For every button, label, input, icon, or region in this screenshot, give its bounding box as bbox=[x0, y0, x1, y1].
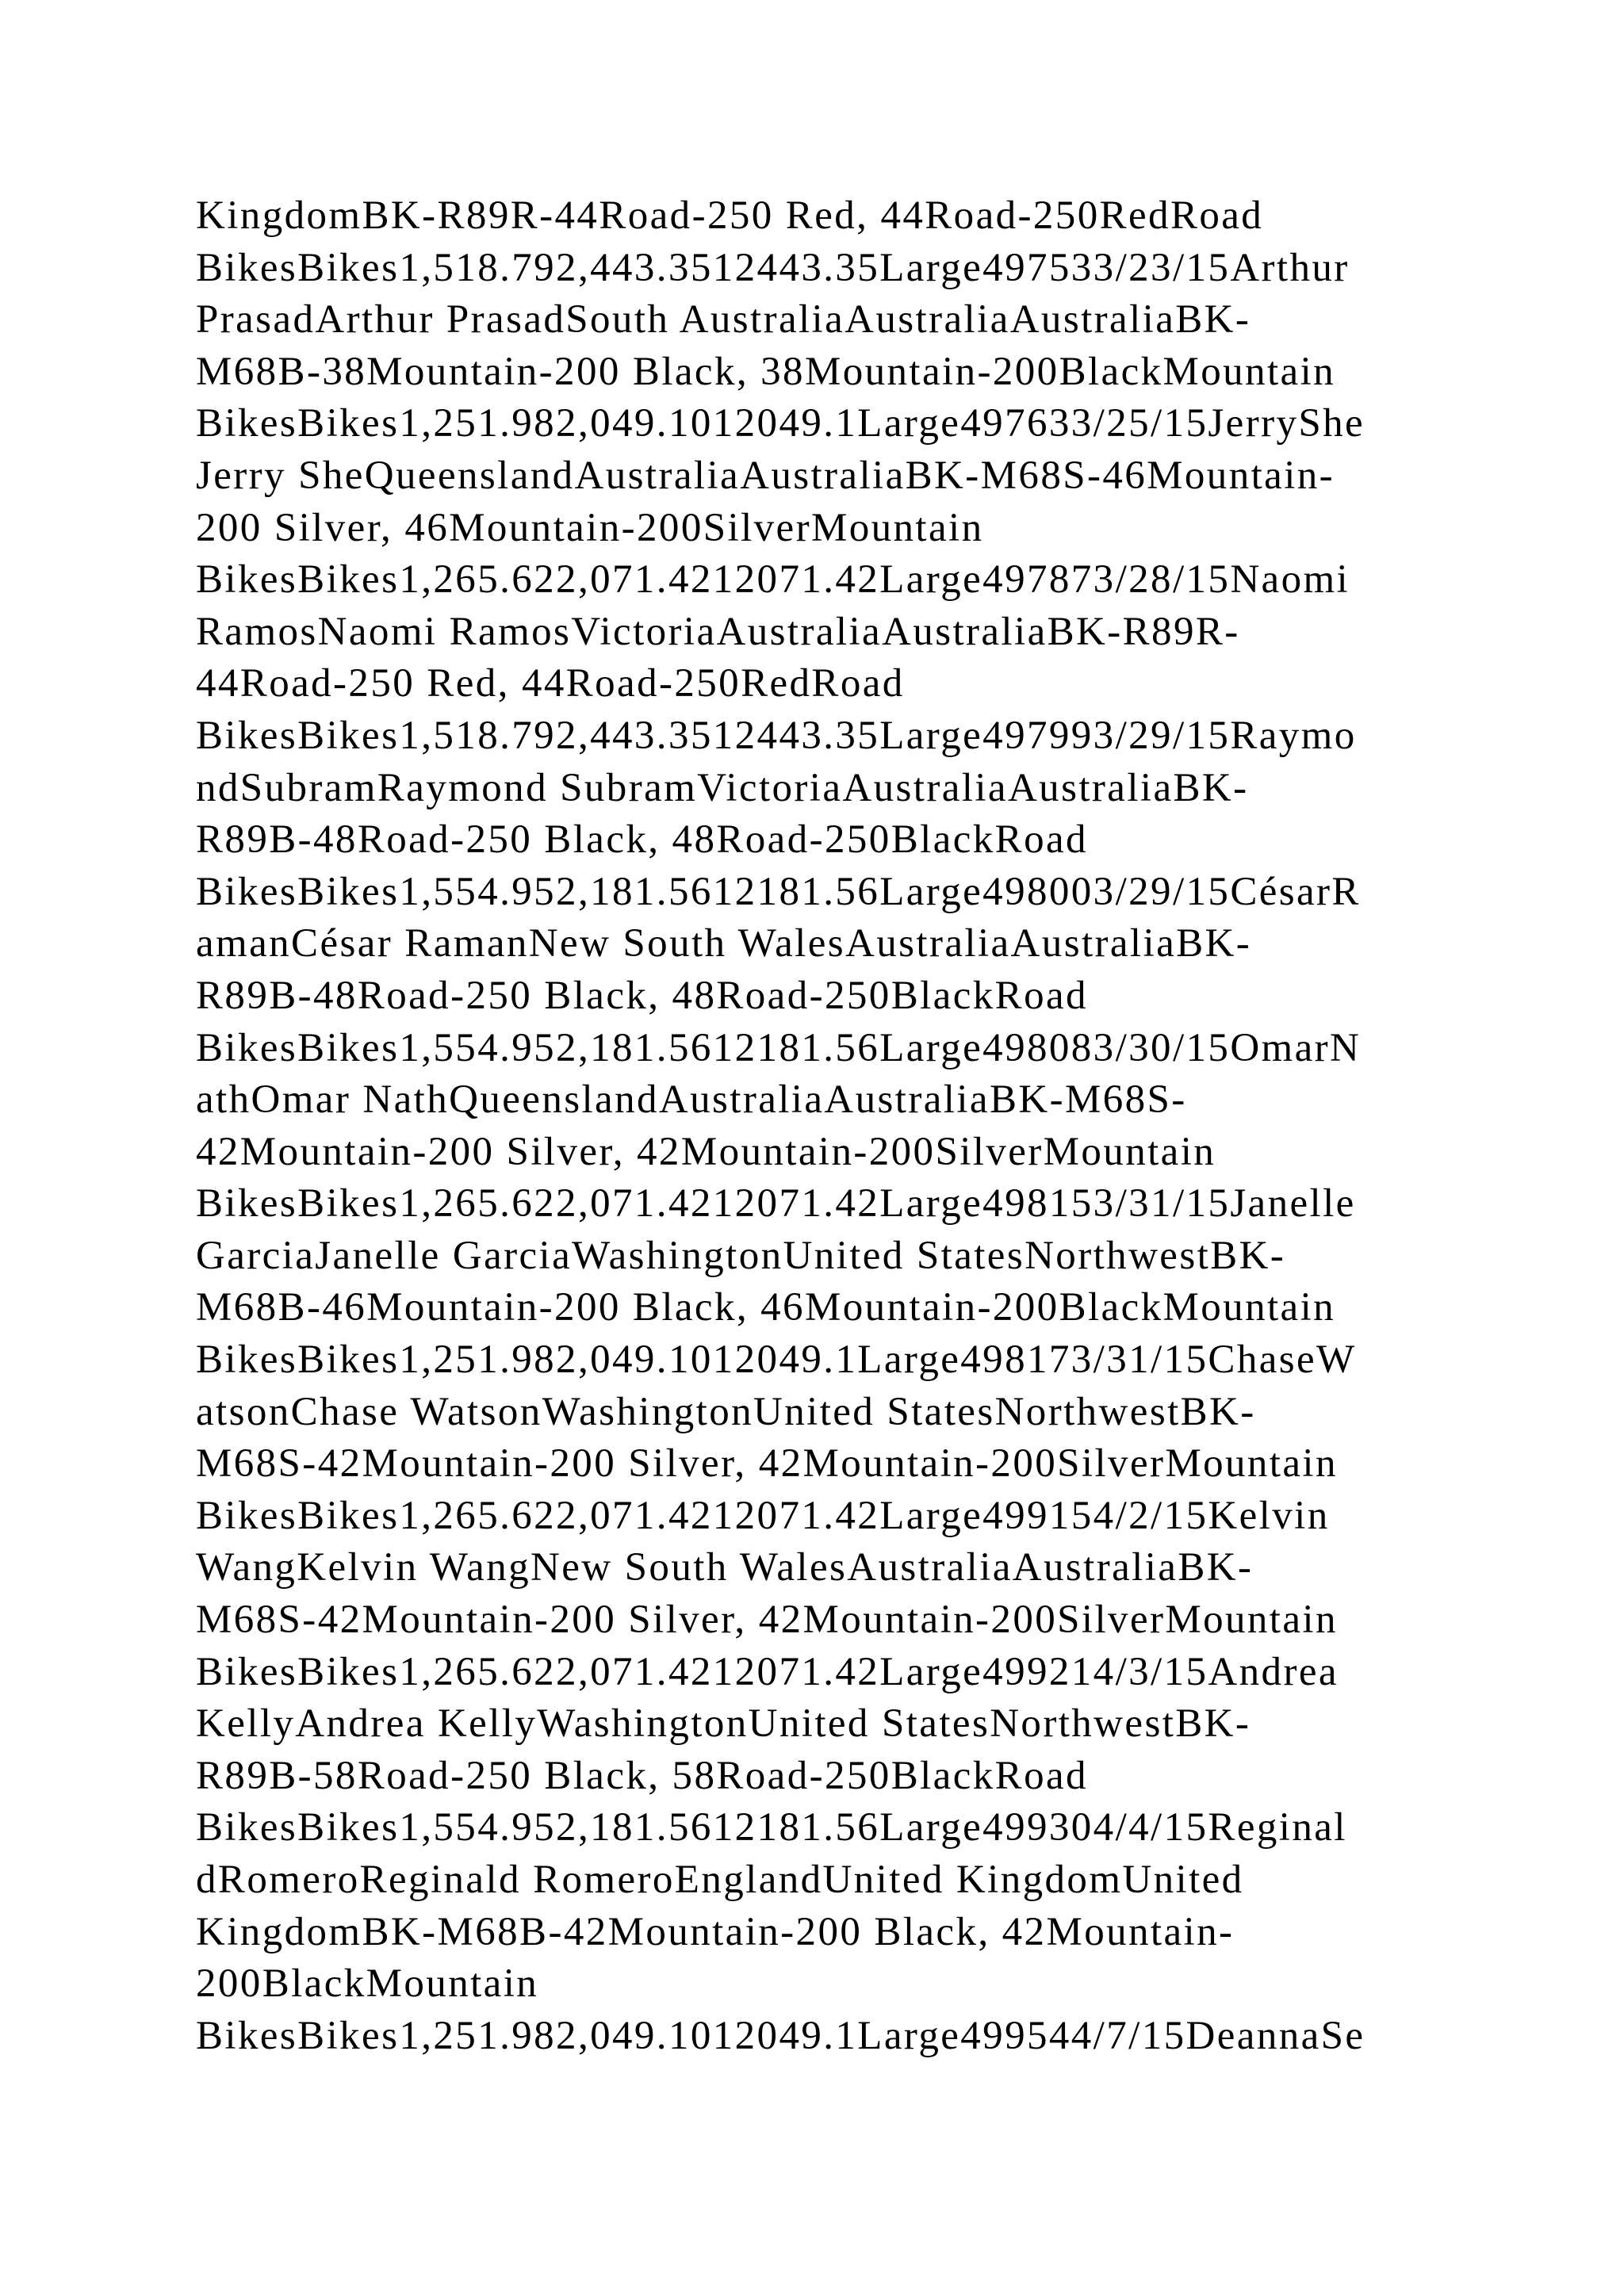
text-line: BikesBikes1,265.622,071.4212071.42Large497873/28/15Naomi bbox=[196, 557, 1350, 603]
text-line: atsonChase WatsonWashingtonUnited StatesNorthwestBK- bbox=[196, 1389, 1256, 1434]
text-line: RamosNaomi RamosVictoriaAustraliaAustraliaBK-R89R- bbox=[196, 609, 1240, 654]
text-line: WangKelvin WangNew South WalesAustraliaAustraliaBK- bbox=[196, 1545, 1254, 1590]
text-line: BikesBikes1,518.792,443.3512443.35Large497533/23/15Arthur bbox=[196, 245, 1350, 290]
text-line: BikesBikes1,518.792,443.3512443.35Large497993/29/15Raymo bbox=[196, 713, 1357, 758]
text-line: GarciaJanelle GarciaWashingtonUnited StatesNorthwestBK- bbox=[196, 1233, 1286, 1278]
text-line: BikesBikes1,554.952,181.5612181.56Large498003/29/15CésarR bbox=[196, 869, 1361, 914]
text-line: M68S-42Mountain-200 Silver, 42Mountain-200SilverMountain bbox=[196, 1598, 1338, 1643]
text-line: amanCésar RamanNew South WalesAustraliaAustraliaBK- bbox=[196, 921, 1252, 966]
text-line: dRomeroReginald RomeroEnglandUnited KingdomUnited bbox=[196, 1858, 1244, 1902]
text-line: athOmar NathQueenslandAustraliaAustraliaBK-M68S- bbox=[196, 1077, 1187, 1123]
text-line: 44Road-250 Red, 44Road-250RedRoad bbox=[196, 661, 905, 706]
text-line: PrasadArthur PrasadSouth AustraliaAustraliaAustraliaBK- bbox=[196, 297, 1251, 342]
text-line: R89B-58Road-250 Black, 58Road-250BlackRoad bbox=[196, 1753, 1088, 1798]
text-line: BikesBikes1,251.982,049.1012049.1Large497633/25/15JerryShe bbox=[196, 401, 1365, 446]
text-line: M68S-42Mountain-200 Silver, 42Mountain-200SilverMountain bbox=[196, 1441, 1338, 1487]
text-line: BikesBikes1,554.952,181.5612181.56Large499304/4/15Reginal bbox=[196, 1805, 1347, 1850]
text-line: 200 Silver, 46Mountain-200SilverMountain bbox=[196, 505, 984, 550]
document-body-text bbox=[196, 190, 1480, 2062]
text-line: BikesBikes1,265.622,071.4212071.42Large499214/3/15Andrea bbox=[196, 1649, 1339, 1694]
text-line: M68B-46Mountain-200 Black, 46Mountain-200BlackMountain bbox=[196, 1285, 1336, 1330]
text-line: KingdomBK-R89R-44Road-250 Red, 44Road-250RedRoad bbox=[196, 193, 1264, 238]
text-line: KellyAndrea KellyWashingtonUnited StatesNorthwestBK- bbox=[196, 1701, 1251, 1747]
text-line: BikesBikes1,265.622,071.4212071.42Large499154/2/15Kelvin bbox=[196, 1493, 1330, 1538]
text-line: BikesBikes1,251.982,049.1012049.1Large498173/31/15ChaseW bbox=[196, 1337, 1357, 1383]
text-line: BikesBikes1,251.982,049.1012049.1Large499544/7/15DeannaSe bbox=[196, 2013, 1365, 2058]
text-line: ndSubramRaymond SubramVictoriaAustraliaAustraliaBK- bbox=[196, 765, 1249, 810]
text-line: M68B-38Mountain-200 Black, 38Mountain-200BlackMountain bbox=[196, 349, 1336, 394]
text-line: BikesBikes1,265.622,071.4212071.42Large498153/31/15Janelle bbox=[196, 1181, 1356, 1226]
text-line: Jerry SheQueenslandAustraliaAustraliaBK-M68S-46Mountain- bbox=[196, 453, 1335, 498]
text-line: R89B-48Road-250 Black, 48Road-250BlackRoad bbox=[196, 973, 1088, 1018]
text-line: R89B-48Road-250 Black, 48Road-250BlackRoad bbox=[196, 817, 1088, 863]
text-line: BikesBikes1,554.952,181.5612181.56Large498083/30/15OmarN bbox=[196, 1025, 1362, 1070]
text-line: KingdomBK-M68B-42Mountain-200 Black, 42Mountain- bbox=[196, 1909, 1235, 1954]
text-line: 200BlackMountain bbox=[196, 1961, 539, 2007]
text-line: 42Mountain-200 Silver, 42Mountain-200SilverMountain bbox=[196, 1129, 1216, 1174]
